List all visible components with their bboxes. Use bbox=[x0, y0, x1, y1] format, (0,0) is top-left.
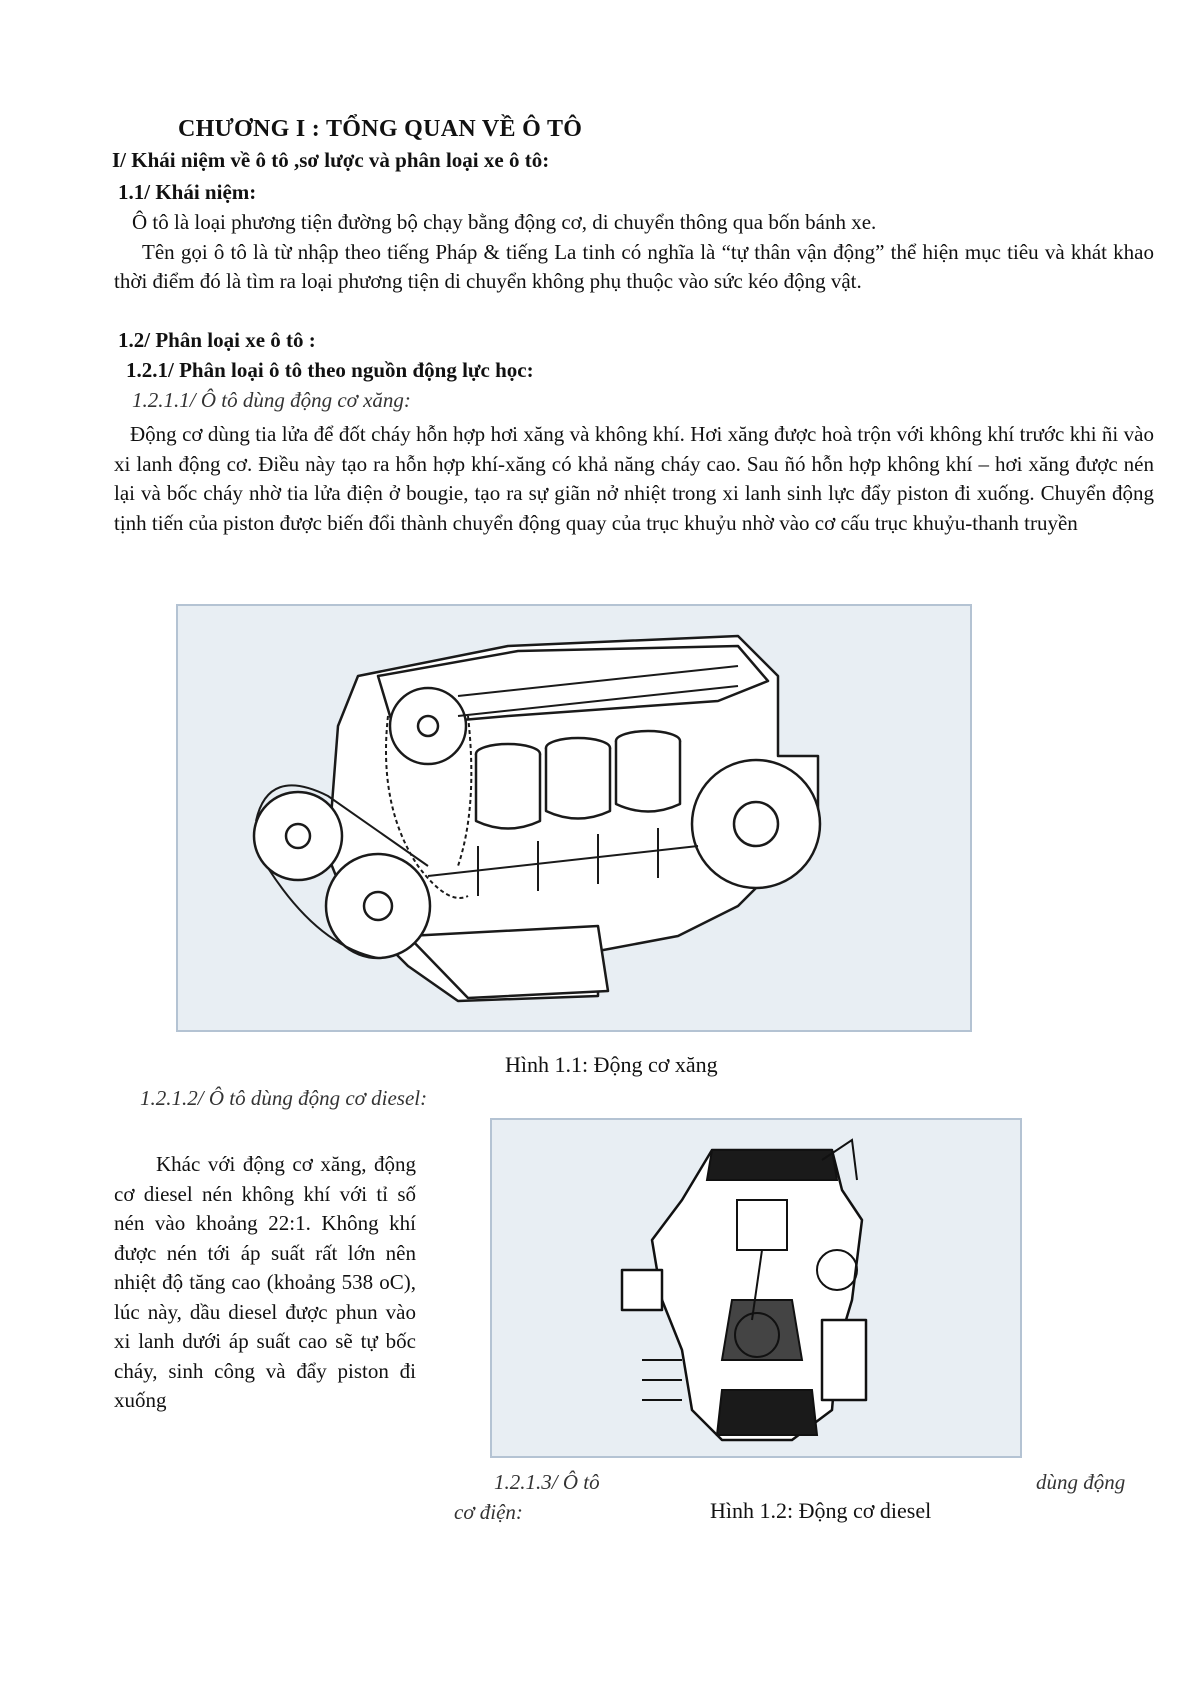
diesel-paragraph-block bbox=[114, 1150, 416, 1416]
diesel-engine-figure bbox=[490, 1118, 1022, 1458]
subsection-heading-1-2: 1.2/ Phân loại xe ô tô : bbox=[118, 328, 316, 352]
gasoline-heading: 1.2.1.1/ Ô tô dùng động cơ xăng: bbox=[132, 388, 411, 412]
concept-para-2: Tên gọi ô tô là từ nhập theo tiếng Pháp & tiếng La tinh có nghĩa là “tự thân vận động” thể hiện mục tiêu và khát khao thời điểm đó là tìm ra loại phương tiện di chuyển không phụ thuộc vào sức kéo động vật. bbox=[114, 239, 1154, 293]
electric-heading-part-2: dùng động bbox=[1036, 1470, 1126, 1494]
diesel-paragraph: Khác với động cơ xăng, động cơ diesel nén không khí với tỉ số nén vào khoảng 22:1. Không khí được nén tới áp suất rất lớn nên nhiệt độ tăng cao (khoảng 538 oC), lúc này, dầu diesel được phun vào xi lanh dưới áp suất cao sẽ tự bốc cháy, sinh công và đẩy piston đi xuống bbox=[114, 1152, 416, 1412]
diesel-engine-drawing bbox=[492, 1120, 1020, 1456]
gasoline-engine-drawing bbox=[178, 606, 970, 1030]
figure-1-2-caption: Hình 1.2: Động cơ diesel bbox=[710, 1498, 932, 1523]
figure-1-1-caption: Hình 1.1: Động cơ xăng bbox=[505, 1052, 718, 1077]
chapter-title: CHƯƠNG I : TỔNG QUAN VỀ Ô TÔ bbox=[178, 116, 583, 142]
gasoline-paragraph-block bbox=[114, 420, 1154, 538]
gasoline-paragraph: Động cơ dùng tia lửa để đốt cháy hỗn hợp hơi xăng và không khí. Hơi xăng được hoà trộn với không khí trước khi ñi vào xi lanh động cơ. Điều này tạo ra hỗn hợp khí-xăng có khả năng cháy cao. Sau ñó hỗn hợp không khí – hơi xăng được nén lại và bốc cháy nhờ tia lửa điện ở bougie, tạo ra sự giãn nở nhiệt trong xi lanh sinh lực đẩy piston đi xuống. Chuyển động tịnh tiến của piston được biến đổi thành chuyển động quay của trục khuỷu nhờ vào cơ cấu trục khuỷu-thanh truyền bbox=[114, 422, 1154, 535]
subsection-heading-1-1: 1.1/ Khái niệm: bbox=[118, 180, 257, 204]
subsection-heading-1-2-1: 1.2.1/ Phân loại ô tô theo nguồn động lực học: bbox=[126, 358, 534, 382]
section-heading: I/ Khái niệm về ô tô ,sơ lược và phân loại xe ô tô: bbox=[112, 148, 550, 172]
electric-heading-part-3: cơ điện: bbox=[454, 1500, 523, 1524]
concept-paragraphs bbox=[114, 208, 1154, 297]
concept-para-1: Ô tô là loại phương tiện đường bộ chạy bằng động cơ, di chuyển thông qua bốn bánh xe. bbox=[132, 210, 877, 234]
gasoline-engine-figure bbox=[176, 604, 972, 1032]
electric-heading-part-1: 1.2.1.3/ Ô tô bbox=[494, 1470, 600, 1494]
diesel-heading: 1.2.1.2/ Ô tô dùng động cơ diesel: bbox=[140, 1086, 428, 1110]
